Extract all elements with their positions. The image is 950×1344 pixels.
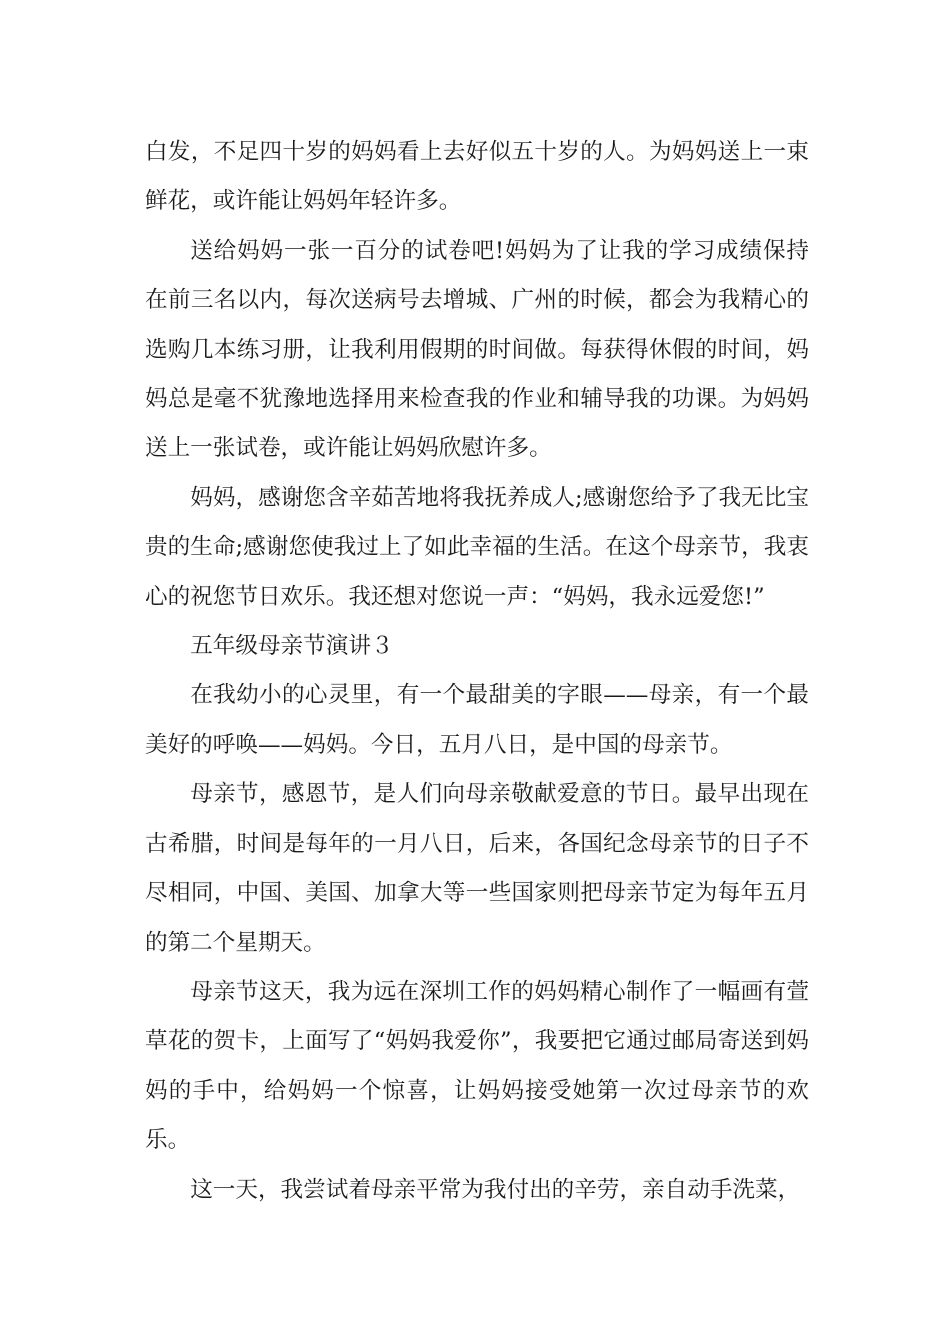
paragraph-6: 母亲节这天，我为远在深圳工作的妈妈精心制作了一幅画有萱草花的贺卡，上面写了“妈妈我爱你”，我要把它通过邮局寄送到妈妈的手中，给妈妈一个惊喜，让妈妈接受她第一次过母亲节的欢乐。: [145, 978, 809, 1154]
paragraph-4: 在我幼小的心灵里，有一个最甜美的字眼——母亲，有一个最美好的呼唤——妈妈。今日，五月八日，是中国的母亲节。: [145, 682, 809, 758]
paragraph-1: 白发，不足四十岁的妈妈看上去好似五十岁的人。为妈妈送上一束鲜花，或许能让妈妈年轻许多。: [145, 139, 809, 215]
section-heading: 五年级母亲节演讲３: [190, 633, 394, 660]
paragraph-3: 妈妈，感谢您含辛茹苦地将我抚养成人;感谢您给予了我无比宝贵的生命;感谢您使我过上了如此幸福的生活。在这个母亲节，我衷心的祝您节日欢乐。我还想对您说一声：“妈妈，我永远爱您!”: [145, 484, 809, 610]
document-body: [145, 128, 809, 1215]
paragraph-5: 母亲节，感恩节，是人们向母亲敬献爱意的节日。最早出现在古希腊，时间是每年的一月八日，后来，各国纪念母亲节的日子不尽相同，中国、美国、加拿大等一些国家则把母亲节定为每年五月的第二个星期天。: [145, 781, 809, 956]
paragraph-2: 送给妈妈一张一百分的试卷吧!妈妈为了让我的学习成绩保持在前三名以内，每次送病号去增城、广州的时候，都会为我精心的选购几本练习册，让我利用假期的时间做。每获得休假的时间，妈妈总是毫不犹豫地选择用来检查我的作业和辅导我的功课。为妈妈送上一张试卷，或许能让妈妈欣慰许多。: [145, 237, 809, 462]
paragraph-7: 这一天，我尝试着母亲平常为我付出的辛劳，亲自动手洗菜，: [190, 1176, 801, 1203]
